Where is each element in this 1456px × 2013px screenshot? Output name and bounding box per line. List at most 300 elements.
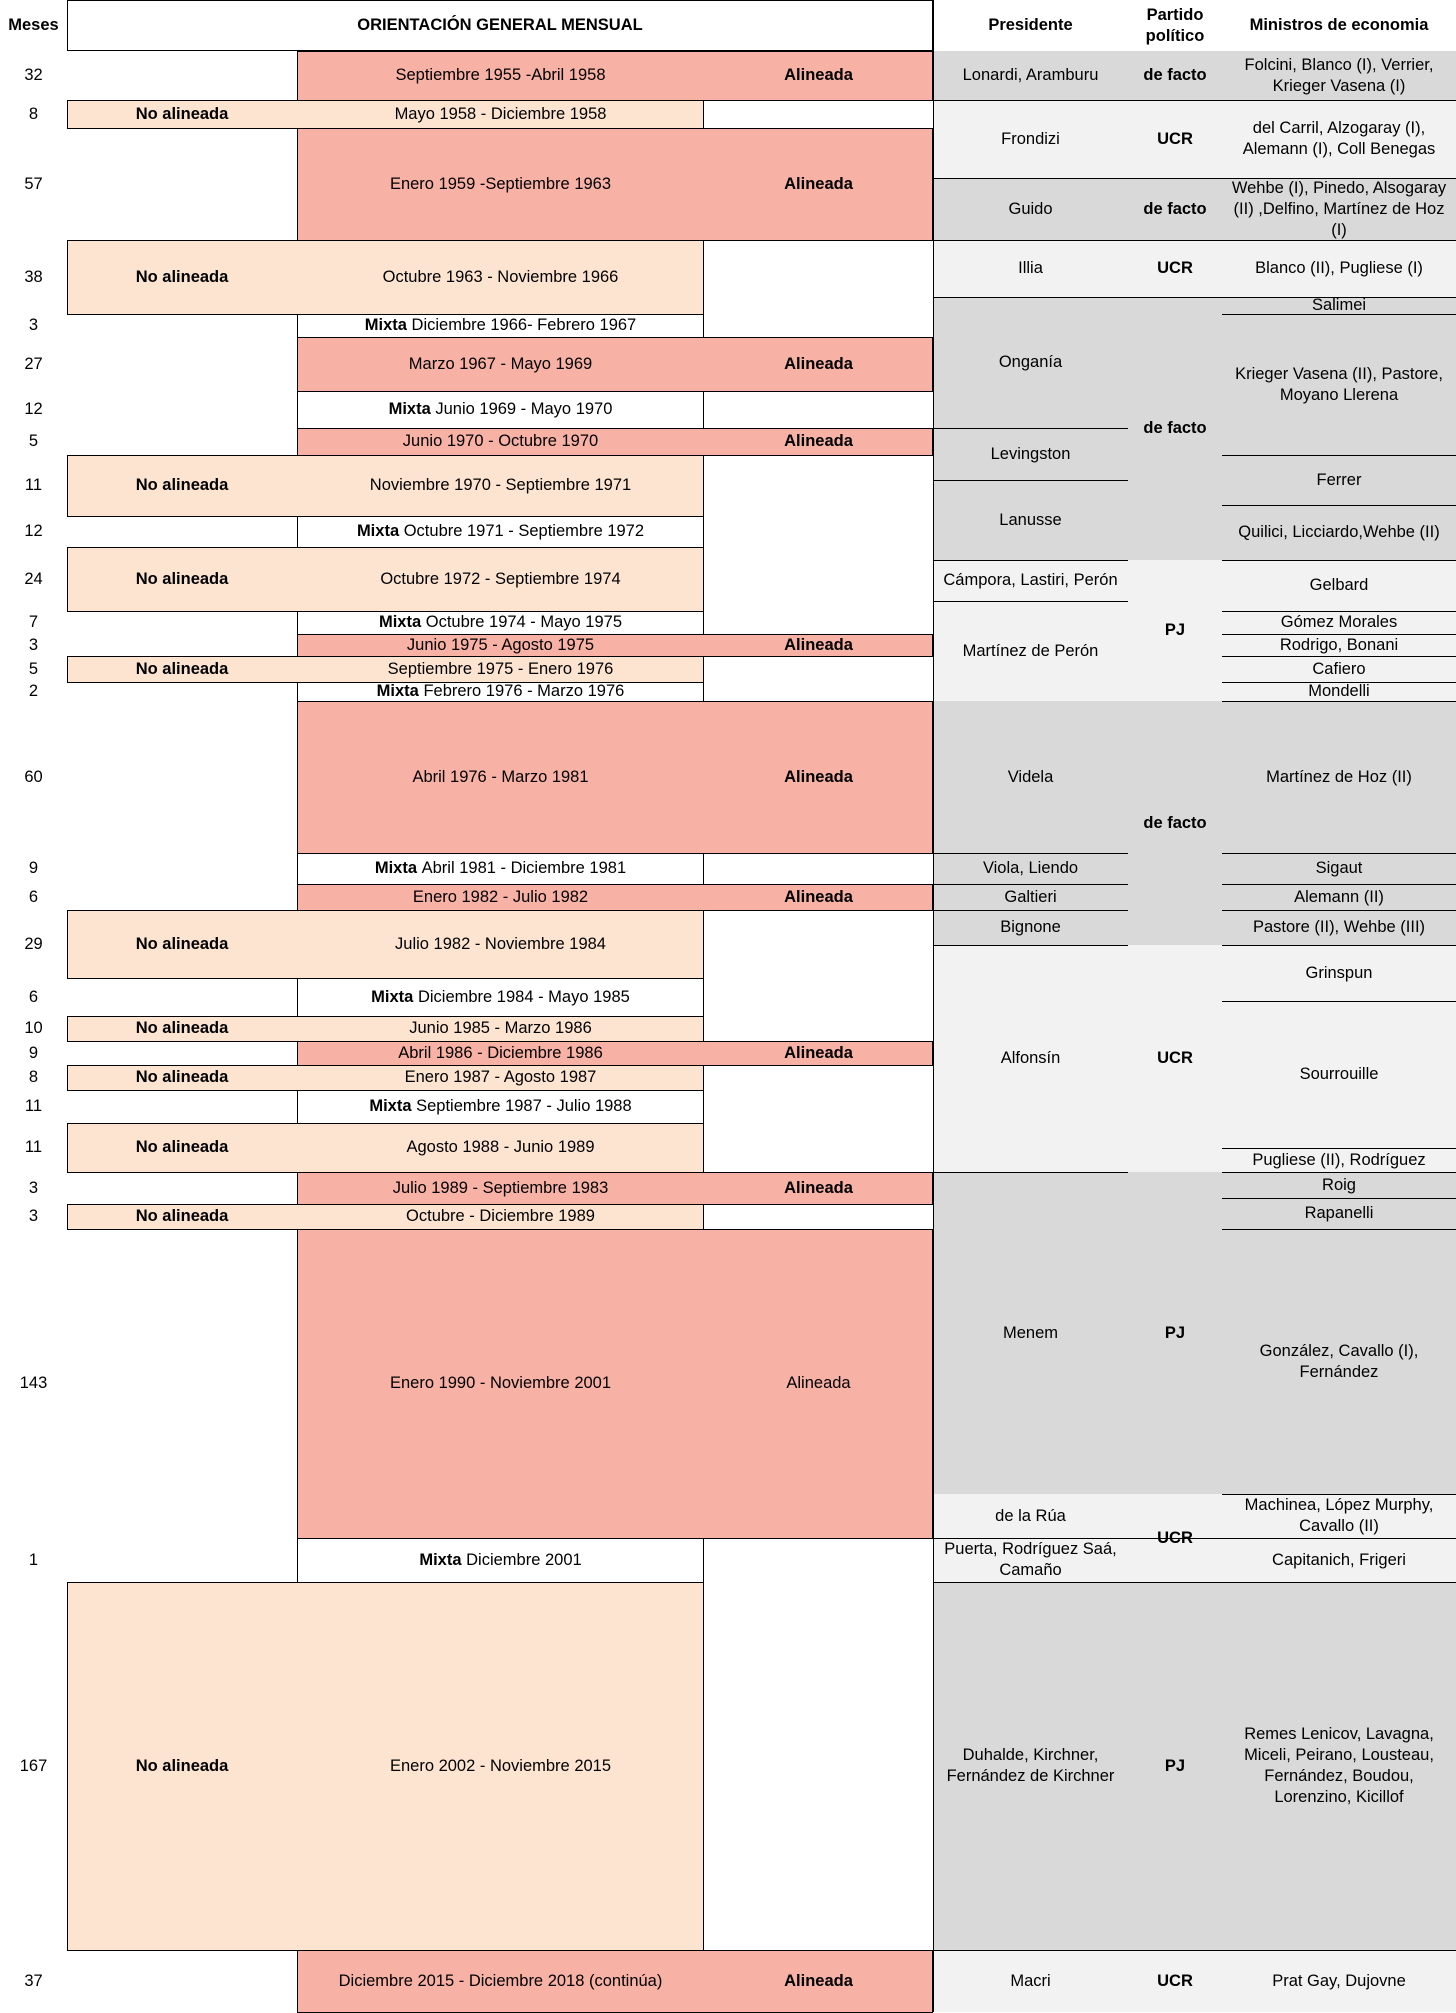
minister-divider: [1222, 1001, 1456, 1002]
months-cell: [0, 1065, 67, 1090]
cell-text: de facto: [1143, 66, 1207, 84]
cell-text: González, Cavallo (I), Fernández: [1259, 1341, 1419, 1381]
minister-cell: [1222, 1950, 1456, 2012]
cell-text: Alfonsín: [1000, 1049, 1061, 1067]
minister-cell: [1222, 455, 1456, 505]
minister-cell: [1222, 945, 1456, 1001]
party-cell: [1128, 560, 1222, 701]
cell-text: Marzo 1967 - Mayo 1969: [408, 354, 593, 373]
side-row-divider: [933, 178, 1456, 179]
cell-text: Septiembre 1955 -Abril 1958: [395, 66, 606, 84]
cell-text: Duhalde, Kirchner, Fernández de Kirchner: [946, 1746, 1115, 1785]
cell-text: Junio 1970 - Octubre 1970: [402, 432, 599, 450]
president-cell: [933, 910, 1128, 945]
months-cell: [0, 100, 67, 128]
orientation-label: [704, 1041, 933, 1065]
cell-text: 11: [24, 1138, 43, 1156]
period-text: Abril 1981 - Diciembre 1981: [421, 859, 627, 877]
cell-text: Octubre 1972 - Septiembre 1974: [380, 569, 621, 588]
cell-text: Alineada: [784, 354, 853, 373]
minister-cell: [1222, 1172, 1456, 1198]
orientation-label: [67, 455, 297, 516]
president-divider: [933, 480, 1128, 481]
cell-text: Abril 1986 - Diciembre 1986: [398, 1043, 603, 1062]
period-cell: [297, 391, 704, 428]
cell-text: Grinspun: [1305, 963, 1373, 982]
minister-cell: [1222, 884, 1456, 910]
cell-text: UCR: [1157, 259, 1193, 277]
cell-text: 32: [24, 66, 43, 84]
minister-divider: [1222, 611, 1456, 612]
president-cell: [933, 853, 1128, 884]
cell-text: Julio 1982 - Noviembre 1984: [395, 934, 606, 953]
period-text: Diciembre 1984 - Mayo 1985: [417, 987, 630, 1006]
cell-text: Enero 1990 - Noviembre 2001: [389, 1374, 612, 1392]
orientation-label: [67, 547, 297, 611]
cell-text: 3: [28, 1207, 39, 1225]
minister-cell: [1222, 853, 1456, 884]
months-cell: [0, 978, 67, 1016]
cell-text: 2: [28, 682, 39, 700]
period-cell: [297, 1016, 704, 1041]
months-cell: [0, 516, 67, 547]
cell-text: de facto: [1143, 813, 1207, 832]
period-cell: [297, 1041, 704, 1065]
cell-text: Alineada: [784, 635, 853, 654]
cell-text: Ministros de economia: [1249, 16, 1429, 34]
cell-text: Menem: [1002, 1323, 1059, 1342]
period-cell: [297, 1950, 704, 2012]
months-cell: [0, 682, 67, 701]
minister-divider: [1222, 634, 1456, 635]
months-cell: [0, 1538, 67, 1582]
period-cell: [297, 337, 704, 391]
minister-divider: [1222, 314, 1456, 315]
cell-text: 57: [24, 174, 43, 193]
cell-text: Viola, Liendo: [982, 859, 1079, 877]
orientation-label: [67, 1204, 297, 1229]
months-cell: [0, 1090, 67, 1123]
cell-text: Alemann (II): [1294, 887, 1384, 906]
cell-text: Capitanich, Frigeri: [1272, 1550, 1406, 1569]
minister-cell: [1222, 178, 1456, 240]
months-cell: [0, 1041, 67, 1065]
period-cell: [297, 884, 704, 910]
cell-text: Bignone: [1000, 918, 1061, 936]
cell-text: Enero 1987 - Agosto 1987: [404, 1068, 597, 1086]
cell-text: Quilici, Licciardo,Wehbe (II): [1238, 523, 1440, 541]
cell-text: Partido político: [1145, 5, 1205, 45]
cell-text: 12: [24, 400, 43, 418]
cell-text: Presidente: [988, 16, 1073, 34]
minister-cell: [1222, 1148, 1456, 1172]
president-divider: [933, 910, 1128, 911]
cell-text: Junio 1975 - Agosto 1975: [406, 635, 595, 654]
mixta-label: Mixta: [419, 1550, 462, 1569]
orientation-label: [67, 240, 297, 314]
cell-text: Octubre - Diciembre 1989: [406, 1207, 595, 1225]
cell-text: Alineada: [784, 432, 853, 450]
cell-text: 167: [19, 1756, 48, 1775]
orientation-label: [67, 1582, 297, 1950]
period-cell: [297, 978, 704, 1016]
party-cell: [1128, 100, 1222, 178]
cell-text: Krieger Vasena (II), Pastore, Moyano Llerena: [1235, 364, 1443, 404]
president-cell: [933, 100, 1128, 178]
header-orientacion: [67, 0, 933, 51]
months-cell: [0, 611, 67, 634]
cell-text: Videla: [1007, 767, 1054, 786]
period-cell: [297, 516, 704, 547]
cell-text: 5: [28, 432, 39, 450]
cell-text: 11: [24, 1097, 43, 1115]
side-row-divider: [933, 297, 1456, 298]
period-cell: [297, 910, 704, 978]
cell-text: Septiembre 1975 - Enero 1976: [387, 659, 614, 678]
president-divider: [933, 945, 1128, 946]
orientation-label: [704, 884, 933, 910]
period-cell: [297, 701, 704, 853]
cell-text: 3: [28, 635, 39, 654]
cell-text: Abril 1976 - Marzo 1981: [412, 767, 589, 786]
orientation-label: [67, 1123, 297, 1172]
mixta-label: Mixta: [376, 682, 419, 700]
president-cell: [933, 1538, 1128, 1582]
cell-text: del Carril, Alzogaray (I), Alemann (I), Coll Benegas: [1242, 119, 1436, 158]
period-text: Octubre 1974 - Mayo 1975: [425, 613, 623, 631]
cell-text: Noviembre 1970 - Septiembre 1971: [369, 476, 632, 494]
cell-text: Meses: [8, 16, 59, 34]
period-cell: [297, 455, 704, 516]
president-cell: [933, 1950, 1128, 2012]
cell-text: UCR: [1157, 1528, 1193, 1547]
months-cell: [0, 428, 67, 455]
cell-text: 143: [19, 1374, 48, 1392]
header-partido: [1128, 0, 1222, 51]
period-cell: [297, 656, 704, 682]
orientation-label: [704, 337, 933, 391]
minister-divider: [1222, 1148, 1456, 1149]
orientation-label: [704, 1229, 933, 1538]
cell-text: 24: [24, 569, 43, 588]
cell-text: 37: [24, 1971, 43, 1990]
side-row-divider: [933, 100, 1456, 101]
period-cell: [297, 1229, 704, 1538]
months-cell: [0, 884, 67, 910]
period-text: Diciembre 1966- Febrero 1967: [411, 316, 637, 334]
party-cell: [1128, 240, 1222, 297]
cell-text: Blanco (II), Pugliese (I): [1255, 259, 1423, 277]
cell-text: 3: [28, 1178, 39, 1197]
months-cell: [0, 455, 67, 516]
minister-divider: [1222, 853, 1456, 854]
minister-cell: [1222, 682, 1456, 701]
cell-text: Alineada: [784, 887, 853, 906]
mixta-label: Mixta: [364, 316, 407, 334]
president-divider: [933, 560, 1128, 561]
mixta-label: Mixta: [371, 987, 414, 1006]
side-row-divider: [933, 240, 1456, 241]
period-cell: [297, 1204, 704, 1229]
minister-divider: [1222, 560, 1456, 561]
minister-cell: [1222, 1001, 1456, 1148]
cell-text: 5: [28, 659, 39, 678]
cell-text: Macri: [1010, 1971, 1051, 1990]
minister-cell: [1222, 1538, 1456, 1582]
cell-text: ORIENTACIÓN GENERAL MENSUAL: [357, 16, 643, 34]
months-cell: [0, 1123, 67, 1172]
cell-text: Martínez de Perón: [962, 641, 1099, 660]
months-cell: [0, 701, 67, 853]
minister-divider: [1222, 884, 1456, 885]
cell-text: Alineada: [784, 1178, 853, 1197]
period-cell: [297, 634, 704, 656]
cell-text: Folcini, Blanco (I), Verrier, Krieger Vasena (I): [1244, 55, 1434, 95]
period-cell: [297, 547, 704, 611]
period-text: Junio 1969 - Mayo 1970: [435, 400, 613, 418]
minister-cell: [1222, 51, 1456, 100]
minister-cell: [1222, 297, 1456, 314]
minister-cell: [1222, 656, 1456, 682]
months-cell: [0, 337, 67, 391]
cell-text: Lonardi, Aramburu: [962, 66, 1099, 84]
months-cell: [0, 1229, 67, 1538]
period-cell: [297, 240, 704, 314]
cell-text: Alineada: [784, 66, 853, 84]
mixta-label: Mixta: [374, 859, 418, 877]
president-cell: [933, 1582, 1128, 1950]
orientation-label: [67, 1065, 297, 1090]
cell-text: Frondizi: [1001, 129, 1060, 148]
cell-text: Alineada: [786, 1374, 851, 1392]
cell-text: Guido: [1008, 199, 1053, 218]
orientation-label: [704, 701, 933, 853]
cell-text: Junio 1985 - Marzo 1986: [409, 1019, 592, 1037]
cell-text: No alineada: [135, 934, 229, 953]
minister-divider: [1222, 945, 1456, 946]
cell-text: Martínez de Hoz (II): [1266, 767, 1412, 786]
cell-text: Remes Lenicov, Lavagna, Miceli, Peirano, Lousteau, Fernández, Boudou, Lorenzino, Kicillof: [1244, 1725, 1434, 1806]
cell-text: 8: [28, 1068, 39, 1086]
minister-cell: [1222, 560, 1456, 611]
cell-text: Cafiero: [1312, 659, 1366, 678]
cell-text: UCR: [1157, 129, 1193, 148]
cell-text: 9: [28, 859, 39, 877]
period-cell: [297, 51, 704, 100]
orientation-label: [704, 428, 933, 455]
cell-text: de facto: [1143, 199, 1207, 218]
cell-text: Enero 1959 -Septiembre 1963: [389, 174, 612, 193]
months-cell: [0, 1172, 67, 1204]
period-text: Diciembre 2001: [466, 1550, 582, 1569]
president-cell: [933, 701, 1128, 853]
cell-text: No alineada: [135, 476, 229, 494]
cell-text: 12: [24, 522, 43, 540]
president-cell: [933, 240, 1128, 297]
side-row-divider: [933, 1538, 1456, 1539]
cell-text: 29: [24, 934, 43, 953]
orientation-label: [704, 1950, 933, 2012]
cell-text: No alineada: [135, 569, 229, 588]
minister-cell: [1222, 701, 1456, 853]
minister-cell: [1222, 240, 1456, 297]
cell-text: 3: [28, 316, 39, 334]
president-cell: [933, 945, 1128, 1172]
months-cell: [0, 1582, 67, 1950]
minister-cell: [1222, 505, 1456, 560]
orientation-label: [67, 1016, 297, 1041]
party-cell: [1128, 701, 1222, 945]
minister-cell: [1222, 634, 1456, 656]
cell-text: No alineada: [135, 1756, 229, 1775]
period-cell: [297, 128, 704, 240]
period-text: Octubre 1971 - Septiembre 1972: [403, 522, 645, 540]
cell-text: Enero 1982 - Julio 1982: [412, 887, 589, 906]
months-cell: [0, 240, 67, 314]
minister-cell: [1222, 1229, 1456, 1494]
cell-text: 27: [24, 354, 43, 373]
cell-text: Puerta, Rodríguez Saá, Camaño: [944, 1540, 1117, 1579]
cell-text: Alineada: [784, 174, 853, 193]
minister-divider: [1222, 505, 1456, 506]
cell-text: UCR: [1157, 1049, 1193, 1067]
cell-text: Alineada: [784, 1043, 853, 1062]
president-divider: [933, 884, 1128, 885]
cell-text: No alineada: [135, 1019, 229, 1037]
cell-text: Wehbe (I), Pinedo, Alsogaray (II) ,Delfino, Martínez de Hoz (I): [1231, 178, 1447, 239]
orientation-label: [67, 100, 297, 128]
party-cell: [1128, 945, 1222, 1172]
president-cell: [933, 1172, 1128, 1494]
minister-divider: [1222, 656, 1456, 657]
cell-text: Salimei: [1311, 297, 1367, 314]
cell-text: Alineada: [784, 1971, 853, 1990]
months-cell: [0, 391, 67, 428]
cell-text: 6: [28, 987, 39, 1006]
period-cell: [297, 1090, 704, 1123]
header-meses: [0, 0, 67, 51]
president-divider: [933, 1172, 1128, 1173]
cell-text: Mayo 1958 - Diciembre 1958: [394, 104, 607, 123]
cell-text: Pastore (II), Wehbe (III): [1252, 918, 1426, 936]
period-cell: [297, 1065, 704, 1090]
minister-divider: [1222, 1494, 1456, 1495]
president-cell: [933, 51, 1128, 100]
period-cell: [297, 611, 704, 634]
minister-cell: [1222, 1494, 1456, 1538]
cell-text: 60: [24, 767, 43, 786]
mixta-label: Mixta: [378, 613, 422, 631]
cell-text: Levingston: [990, 444, 1071, 463]
months-cell: [0, 853, 67, 884]
cell-text: Rapanelli: [1304, 1204, 1374, 1222]
months-cell: [0, 1950, 67, 2012]
period-cell: [297, 314, 704, 337]
months-cell: [0, 634, 67, 656]
cell-text: Pugliese (II), Rodríguez: [1252, 1150, 1426, 1169]
minister-cell: [1222, 910, 1456, 945]
party-cell: [1128, 297, 1222, 560]
period-cell: [297, 1538, 704, 1582]
president-cell: [933, 560, 1128, 601]
months-cell: [0, 1016, 67, 1041]
cell-text: Ferrer: [1316, 470, 1362, 489]
cell-text: Galtieri: [1004, 887, 1057, 906]
cell-text: PJ: [1164, 1756, 1186, 1775]
cell-text: Sourrouille: [1299, 1065, 1379, 1083]
period-cell: [297, 428, 704, 455]
mixta-label: Mixta: [388, 400, 431, 418]
cell-text: Julio 1989 - Septiembre 1983: [392, 1178, 609, 1197]
side-row-divider: [933, 1950, 1456, 1951]
party-cell: [1128, 1582, 1222, 1950]
minister-divider: [1222, 910, 1456, 911]
cell-text: de la Rúa: [995, 1506, 1066, 1525]
cell-text: de facto: [1143, 419, 1207, 437]
cell-text: Prat Gay, Dujovne: [1272, 1971, 1406, 1990]
cell-text: 7: [28, 613, 39, 631]
months-cell: [0, 910, 67, 978]
president-cell: [933, 428, 1128, 480]
cell-text: Roig: [1322, 1175, 1356, 1194]
minister-cell: [1222, 1582, 1456, 1950]
period-cell: [297, 1123, 704, 1172]
minister-cell: [1222, 314, 1456, 455]
minister-divider: [1222, 1172, 1456, 1173]
minister-divider: [1222, 701, 1456, 702]
cell-text: 1: [28, 1550, 39, 1569]
months-cell: [0, 1204, 67, 1229]
minister-divider: [1222, 1229, 1456, 1230]
minister-divider: [1222, 455, 1456, 456]
cell-text: No alineada: [135, 659, 229, 678]
cell-text: 8: [28, 104, 39, 123]
president-cell: [933, 1494, 1128, 1538]
cell-text: Gómez Morales: [1280, 613, 1398, 631]
president-cell: [933, 297, 1128, 428]
period-cell: [297, 1172, 704, 1204]
president-cell: [933, 480, 1128, 560]
cell-text: No alineada: [135, 1138, 229, 1156]
cell-text: 38: [24, 267, 43, 286]
cell-text: Lanusse: [999, 510, 1062, 529]
cell-text: Diciembre 2015 - Diciembre 2018 (continúa): [338, 1971, 663, 1990]
cell-text: No alineada: [135, 267, 229, 286]
cell-text: No alineada: [135, 1207, 229, 1225]
cell-text: PJ: [1164, 621, 1186, 639]
period-text: Septiembre 1987 - Julio 1988: [416, 1097, 632, 1115]
cell-text: Alineada: [784, 767, 853, 786]
minister-cell: [1222, 100, 1456, 178]
mixta-label: Mixta: [356, 522, 400, 540]
party-cell: [1128, 178, 1222, 240]
side-row-divider: [933, 1582, 1456, 1583]
header-presidente: [933, 0, 1128, 51]
months-cell: [0, 656, 67, 682]
cell-text: Machinea, López Murphy, Cavallo (II): [1244, 1496, 1434, 1535]
orientation-label: [704, 128, 933, 240]
minister-cell: [1222, 1198, 1456, 1229]
cell-text: 6: [28, 887, 39, 906]
orientation-label: [704, 51, 933, 100]
president-divider: [933, 428, 1128, 429]
cell-text: No alineada: [135, 1068, 229, 1086]
orientation-label: [67, 910, 297, 978]
minister-divider: [1222, 1198, 1456, 1199]
party-cell: [1128, 1950, 1222, 2012]
cell-text: 10: [24, 1019, 43, 1037]
months-cell: [0, 314, 67, 337]
